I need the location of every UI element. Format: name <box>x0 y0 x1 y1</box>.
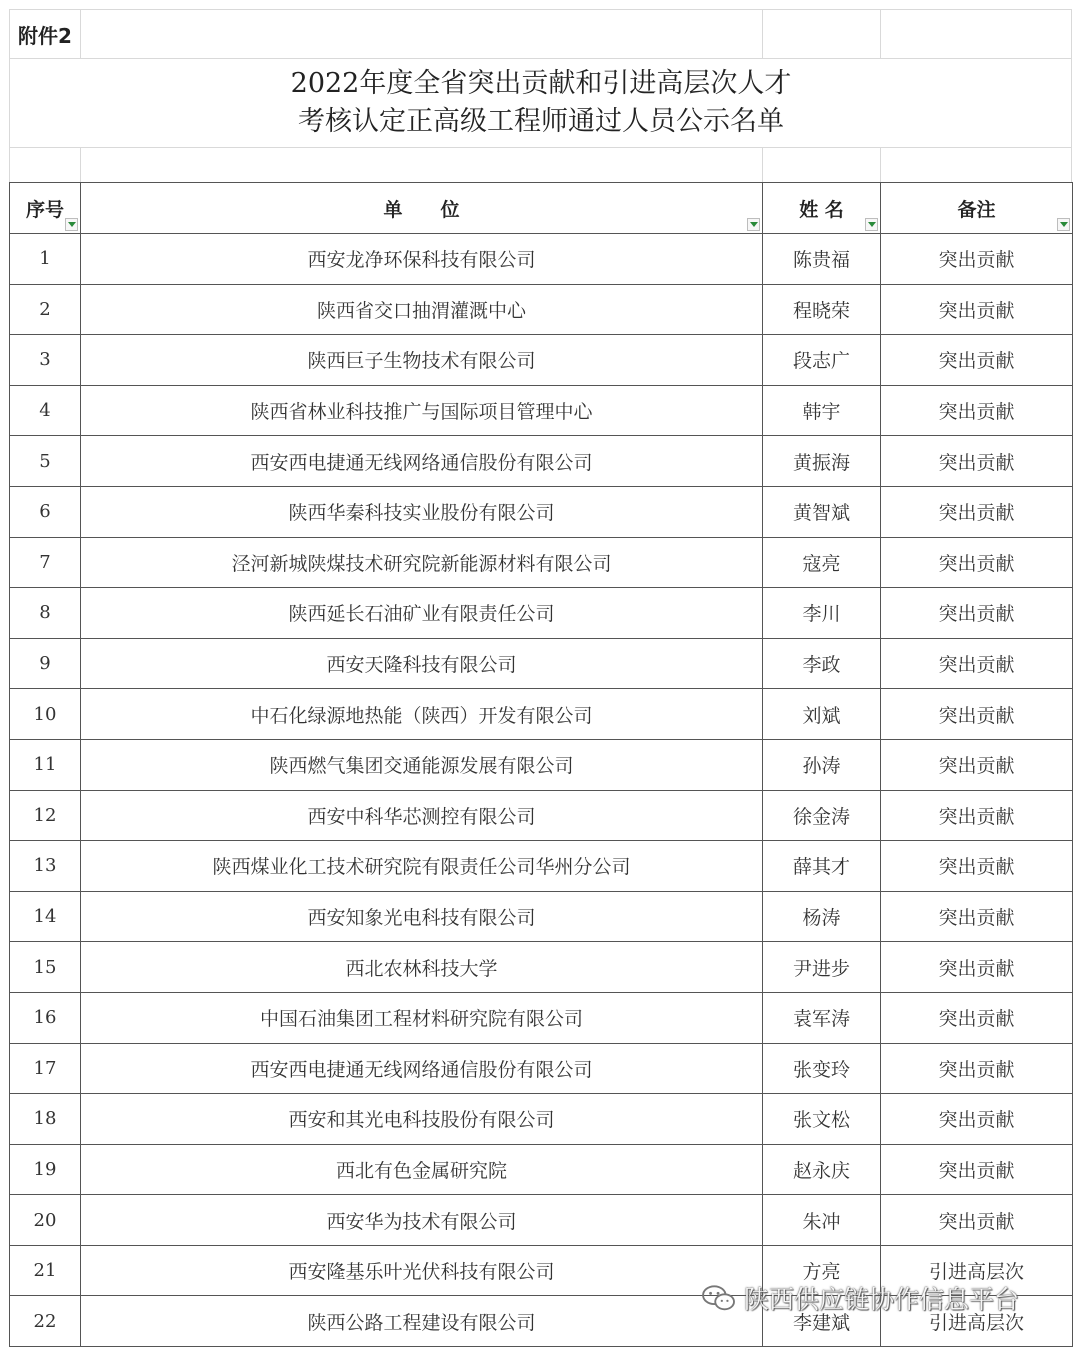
cell-name: 程晓荣 <box>763 284 881 335</box>
cell-seq: 12 <box>10 790 81 841</box>
cell-name: 徐金涛 <box>763 790 881 841</box>
cell-note: 突出贡献 <box>881 486 1073 537</box>
cell-unit: 西安西电捷通无线网络通信股份有限公司 <box>81 1043 763 1094</box>
cell-name: 陈贵福 <box>763 234 881 285</box>
cell-unit: 中石化绿源地热能（陕西）开发有限公司 <box>81 689 763 740</box>
table-row <box>10 689 1073 740</box>
cell-unit: 西安和其光电科技股份有限公司 <box>81 1094 763 1145</box>
cell-name: 赵永庆 <box>763 1144 881 1195</box>
personnel-table <box>9 182 1073 1347</box>
table-row <box>10 1195 1073 1246</box>
cell-unit: 陕西省林业科技推广与国际项目管理中心 <box>81 385 763 436</box>
cell-unit: 西安西电捷通无线网络通信股份有限公司 <box>81 436 763 487</box>
cell-seq: 15 <box>10 942 81 993</box>
table-row <box>10 436 1073 487</box>
cell-unit: 中国石油集团工程材料研究院有限公司 <box>81 992 763 1043</box>
cell-name: 段志广 <box>763 335 881 386</box>
grid-line <box>9 9 1072 10</box>
cell-note: 突出贡献 <box>881 588 1073 639</box>
header-seq-label: 序号 <box>25 198 64 221</box>
table-row <box>10 486 1073 537</box>
cell-name: 朱冲 <box>763 1195 881 1246</box>
cell-unit: 西安华为技术有限公司 <box>81 1195 763 1246</box>
cell-seq: 19 <box>10 1144 81 1195</box>
cell-note: 突出贡献 <box>881 1043 1073 1094</box>
table-row <box>10 385 1073 436</box>
cell-name: 薛其才 <box>763 841 881 892</box>
cell-name: 尹进步 <box>763 942 881 993</box>
watermark-text: 陕西供应链协作信息平台 <box>744 1285 1020 1314</box>
table-header-row <box>10 183 1073 234</box>
title-line-2: 考核认定正高级工程师通过人员公示名单 <box>298 106 784 137</box>
cell-note: 突出贡献 <box>881 841 1073 892</box>
table-row <box>10 992 1073 1043</box>
title-line-1: 2022年度全省突出贡献和引进高层次人才 <box>290 68 792 99</box>
table-row <box>10 891 1073 942</box>
cell-name: 方亮 <box>763 1245 881 1296</box>
cell-note: 引进高层次 <box>881 1245 1073 1296</box>
cell-unit: 陕西延长石油矿业有限责任公司 <box>81 588 763 639</box>
cell-name: 黄振海 <box>763 436 881 487</box>
header-name-label: 姓 名 <box>799 198 844 221</box>
cell-note: 突出贡献 <box>881 1195 1073 1246</box>
cell-seq: 16 <box>10 992 81 1043</box>
table-row <box>10 739 1073 790</box>
cell-unit: 陕西省交口抽渭灌溉中心 <box>81 284 763 335</box>
cell-seq: 17 <box>10 1043 81 1094</box>
table-row <box>10 335 1073 386</box>
cell-name: 杨涛 <box>763 891 881 942</box>
cell-note: 突出贡献 <box>881 790 1073 841</box>
cell-seq: 6 <box>10 486 81 537</box>
cell-seq: 22 <box>10 1296 81 1347</box>
cell-note: 引进高层次 <box>881 1296 1073 1347</box>
filter-dropdown-icon[interactable] <box>65 218 78 231</box>
cell-note: 突出贡献 <box>881 385 1073 436</box>
table-row <box>10 790 1073 841</box>
cell-seq: 14 <box>10 891 81 942</box>
cell-unit: 陕西燃气集团交通能源发展有限公司 <box>81 739 763 790</box>
cell-seq: 10 <box>10 689 81 740</box>
cell-unit: 陕西华秦科技实业股份有限公司 <box>81 486 763 537</box>
cell-seq: 2 <box>10 284 81 335</box>
cell-note: 突出贡献 <box>881 335 1073 386</box>
header-unit <box>81 183 763 234</box>
cell-seq: 21 <box>10 1245 81 1296</box>
table-row <box>10 588 1073 639</box>
cell-note: 突出贡献 <box>881 638 1073 689</box>
cell-name: 李建斌 <box>763 1296 881 1347</box>
cell-note: 突出贡献 <box>881 436 1073 487</box>
cell-name: 孙涛 <box>763 739 881 790</box>
cell-seq: 7 <box>10 537 81 588</box>
table-row <box>10 841 1073 892</box>
cell-unit: 西北农林科技大学 <box>81 942 763 993</box>
cell-seq: 13 <box>10 841 81 892</box>
cell-name: 张文松 <box>763 1094 881 1145</box>
cell-name: 张变玲 <box>763 1043 881 1094</box>
cell-seq: 9 <box>10 638 81 689</box>
grid-line <box>762 9 763 58</box>
cell-name: 袁军涛 <box>763 992 881 1043</box>
cell-unit: 西安天隆科技有限公司 <box>81 638 763 689</box>
cell-name: 寇亮 <box>763 537 881 588</box>
attachment-label: 附件2 <box>18 23 72 48</box>
cell-note: 突出贡献 <box>881 942 1073 993</box>
cell-unit: 西北有色金属研究院 <box>81 1144 763 1195</box>
grid-line <box>880 9 881 58</box>
cell-seq: 3 <box>10 335 81 386</box>
cell-note: 突出贡献 <box>881 234 1073 285</box>
cell-note: 突出贡献 <box>881 992 1073 1043</box>
wechat-icon <box>700 1283 738 1313</box>
cell-name: 韩宇 <box>763 385 881 436</box>
table-row <box>10 1144 1073 1195</box>
header-note <box>881 183 1073 234</box>
table-row <box>10 234 1073 285</box>
filter-dropdown-icon[interactable] <box>865 218 878 231</box>
cell-note: 突出贡献 <box>881 891 1073 942</box>
table-row <box>10 1094 1073 1145</box>
cell-unit: 西安隆基乐叶光伏科技有限公司 <box>81 1245 763 1296</box>
grid-line <box>80 147 81 183</box>
header-name <box>763 183 881 234</box>
cell-note: 突出贡献 <box>881 1094 1073 1145</box>
table-row <box>10 537 1073 588</box>
cell-unit: 泾河新城陕煤技术研究院新能源材料有限公司 <box>81 537 763 588</box>
cell-seq: 5 <box>10 436 81 487</box>
cell-seq: 1 <box>10 234 81 285</box>
cell-unit: 西安中科华芯测控有限公司 <box>81 790 763 841</box>
header-note-label: 备注 <box>957 198 996 221</box>
table-row <box>10 1043 1073 1094</box>
cell-name: 刘斌 <box>763 689 881 740</box>
cell-unit: 西安知象光电科技有限公司 <box>81 891 763 942</box>
page-title <box>10 59 1072 147</box>
cell-name: 李川 <box>763 588 881 639</box>
cell-note: 突出贡献 <box>881 1144 1073 1195</box>
grid-line <box>9 147 1072 148</box>
cell-note: 突出贡献 <box>881 284 1073 335</box>
grid-line <box>880 147 881 183</box>
cell-seq: 20 <box>10 1195 81 1246</box>
cell-seq: 11 <box>10 739 81 790</box>
watermark <box>700 1280 1019 1316</box>
header-unit-label: 单 位 <box>383 198 460 221</box>
cell-seq: 18 <box>10 1094 81 1145</box>
cell-unit: 陕西公路工程建设有限公司 <box>81 1296 763 1347</box>
header-seq <box>10 183 81 234</box>
cell-name: 李政 <box>763 638 881 689</box>
filter-dropdown-icon[interactable] <box>747 218 760 231</box>
filter-dropdown-icon[interactable] <box>1057 218 1070 231</box>
cell-note: 突出贡献 <box>881 739 1073 790</box>
grid-line <box>80 9 81 58</box>
table-row <box>10 942 1073 993</box>
cell-note: 突出贡献 <box>881 537 1073 588</box>
cell-name: 黄智斌 <box>763 486 881 537</box>
cell-seq: 8 <box>10 588 81 639</box>
table-row <box>10 638 1073 689</box>
cell-seq: 4 <box>10 385 81 436</box>
table-row <box>10 284 1073 335</box>
cell-unit: 陕西巨子生物技术有限公司 <box>81 335 763 386</box>
cell-unit: 西安龙净环保科技有限公司 <box>81 234 763 285</box>
cell-unit: 陕西煤业化工技术研究院有限责任公司华州分公司 <box>81 841 763 892</box>
cell-note: 突出贡献 <box>881 689 1073 740</box>
grid-line <box>762 147 763 183</box>
